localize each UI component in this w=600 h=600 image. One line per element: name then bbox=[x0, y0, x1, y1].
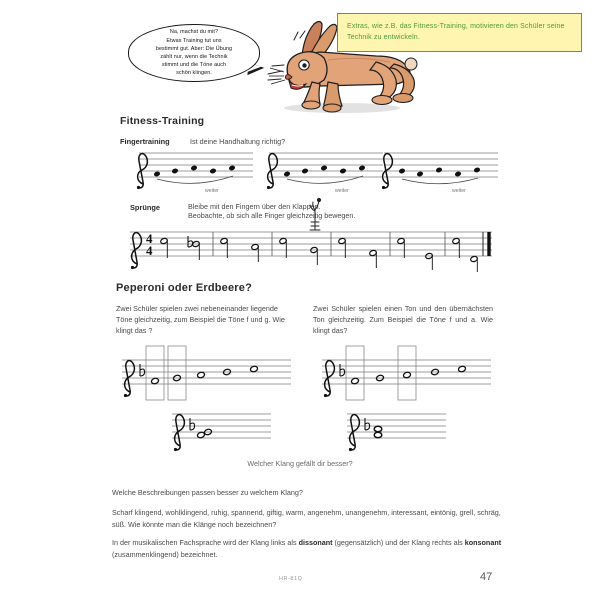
speech-line-2: bestimmt gut. Aber: Die Übung bbox=[155, 45, 233, 52]
highlight-box-2 bbox=[398, 346, 416, 400]
speech-line-3: zählt nur, wenn die Technik bbox=[160, 54, 228, 60]
paragraph-beschreibungen: Welche Beschreibungen passen besser zu welchem Klang? bbox=[112, 488, 303, 497]
question-welcher-klang: Welcher Klang gefällt dir besser? bbox=[247, 459, 353, 468]
paragraph-adjektive: Scharf klingend, wohlklingend, ruhig, spannend, giftig, warm, angenehm, unangenehm, interessant, eintönig, grell, schräg, süß. Wie könnte man die Klänge noch bezeichnen? bbox=[112, 508, 501, 529]
comic-header bbox=[0, 0, 600, 120]
speech-line-4: stimmt und die Töne auch bbox=[161, 62, 227, 69]
staff-spruenge bbox=[120, 228, 495, 272]
callout-box bbox=[337, 13, 582, 52]
fingertraining-prompt: Ist deine Handhaltung richtig? bbox=[190, 137, 286, 146]
page-number: 47 bbox=[480, 571, 493, 583]
page-title-fitness: Fitness-Training bbox=[120, 115, 205, 127]
fachsprache-part-c: (zusammenklingend) bezeichnet. bbox=[112, 549, 218, 559]
callout-text: Extras, wie z.B. das Fitness-Training, motivieren den Schüler seine Technik zu entwickeln. bbox=[347, 23, 565, 41]
term-dissonant: dissonant bbox=[298, 538, 333, 547]
staff-peperoni-left bbox=[118, 344, 293, 406]
term-konsonant: konsonant bbox=[464, 538, 502, 547]
speech-line-0: Na, machst du mit? bbox=[169, 29, 219, 36]
speech-line-1: Etwas Training tut uns bbox=[166, 37, 222, 44]
time-signature-top: 4 bbox=[146, 231, 153, 246]
consonant-interval-third bbox=[374, 426, 382, 437]
spruenge-instruction-1: Bleibe mit den Fingern über den Klappen. bbox=[188, 202, 321, 211]
highlight-box-1 bbox=[346, 346, 364, 400]
time-signature-bottom: 4 bbox=[146, 243, 153, 258]
staff-fingertraining-2 bbox=[255, 148, 385, 194]
highlight-box-2 bbox=[168, 346, 186, 400]
flat-accidental bbox=[188, 236, 193, 247]
staff-fingertraining-1 bbox=[125, 148, 255, 194]
staff-chord-right bbox=[343, 408, 448, 452]
weiter-label-2: weiter bbox=[335, 188, 349, 194]
highlight-box-1 bbox=[146, 346, 164, 400]
speech-bubble-text bbox=[149, 28, 239, 77]
staff-peperoni-right bbox=[318, 344, 493, 406]
label-fingertraining: Fingertraining bbox=[120, 137, 170, 146]
peperoni-left-column: Zwei Schüler spielen zwei nebeneinander liegende Töne gleichzeitig, zum Beispiel die Töne f und g. Wie klingt das ? bbox=[116, 304, 285, 335]
hand-position-icon bbox=[307, 198, 325, 232]
speech-bubble bbox=[128, 24, 260, 82]
weiter-label-3: weiter bbox=[452, 188, 466, 194]
footer-code: HR-81Q bbox=[279, 576, 303, 582]
label-spruenge: Sprünge bbox=[130, 203, 160, 212]
dissonant-interval-second bbox=[197, 428, 212, 438]
fachsprache-part-b: (gegensätzlich) und der Klang rechts als bbox=[332, 538, 465, 547]
weiter-label-1: weiter bbox=[205, 188, 219, 194]
page-title-peperoni: Peperoni oder Erdbeere? bbox=[116, 282, 253, 294]
peperoni-right-column: Zwei Schüler spielen einen Ton und den übernächsten Ton gleichzeitig. Zum Beispiel die Töne f und a. Wie klingt das? bbox=[313, 304, 493, 335]
speech-line-5: schön klingen. bbox=[176, 70, 212, 77]
staff-chord-left bbox=[168, 408, 273, 452]
fachsprache-part-a: In der musikalischen Fachsprache wird der Klang links als bbox=[112, 538, 299, 547]
spruenge-instruction-2: Beobachte, ob sich alle Finger gleichzeitig bewegen. bbox=[188, 211, 356, 220]
paragraph-fachsprache bbox=[112, 537, 504, 560]
staff-fingertraining-3 bbox=[370, 148, 500, 194]
